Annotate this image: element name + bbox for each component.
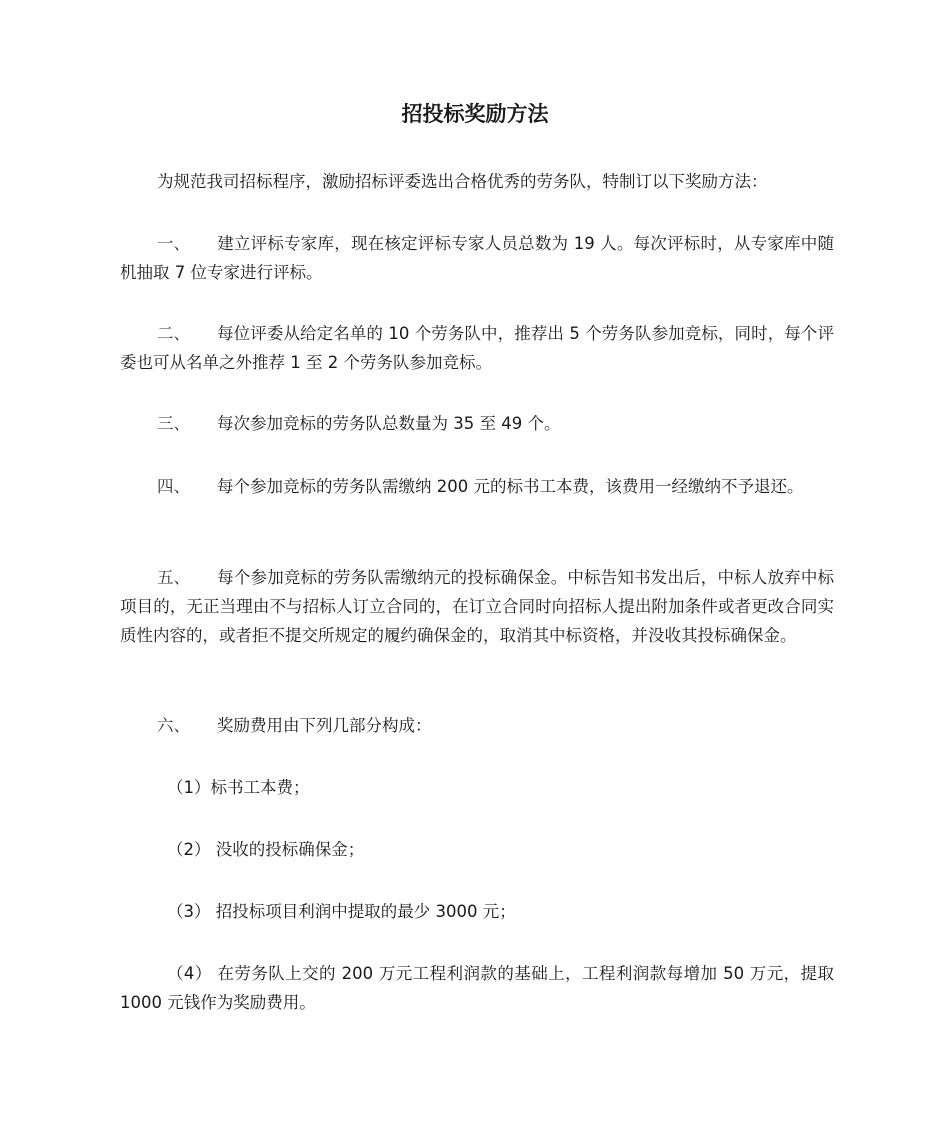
subitem-2: （2） 没收的投标确保金； (167, 840, 365, 859)
item-1-number: 一、 (157, 234, 190, 253)
subitem-3: （3） 招投标项目利润中提取的最少 3000 元； (167, 902, 516, 921)
item-4-number: 四、 (157, 477, 190, 496)
item-5 (120, 563, 834, 650)
item-2-number: 二、 (157, 324, 190, 343)
item-6 (120, 711, 834, 740)
subitem-4: （4） 在劳务队上交的 200 万元工程利润款的基础上，工程利润款每增加 50 万元，提取 1000 元钱作为奖励费用。 (120, 964, 834, 1012)
document-title: 招投标奖励方法 (401, 102, 549, 126)
item-1-text: 建立评标专家库，现在核定评标专家人员总数为 19 人。每次评标时，从专家库中随机抽取 7 位专家进行评标。 (120, 234, 834, 282)
item-5-number: 五、 (157, 568, 190, 587)
item-1 (120, 229, 834, 287)
intro-paragraph: 为规范我司招标程序，激励招标评委选出合格优秀的劳务队，特制订以下奖励方法： (157, 172, 768, 191)
item-3 (120, 409, 834, 438)
item-6-text: 奖励费用由下列几部分构成： (217, 716, 432, 735)
item-4-text: 每个参加竞标的劳务队需缴纳 200 元的标书工本费，该费用一经缴纳不予退还。 (217, 477, 804, 496)
item-4 (120, 472, 834, 501)
item-3-text: 每次参加竞标的劳务队总数量为 35 至 49 个。 (217, 414, 561, 433)
item-2-text: 每位评委从给定名单的 10 个劳务队中，推荐出 5 个劳务队参加竞标，同时，每个评委也可从名单之外推荐 1 至 2 个劳务队参加竞标。 (120, 324, 834, 372)
item-2 (120, 319, 834, 377)
item-5-text: 每个参加竞标的劳务队需缴纳元的投标确保金。中标告知书发出后，中标人放弃中标项目的，无正当理由不与招标人订立合同的，在订立合同时向招标人提出附加条件或者更改合同实质性内容的，或者拒不提交所规定的履约确保金的，取消其中标资格，并没收其投标确保金。 (120, 568, 834, 645)
item-6-number: 六、 (157, 716, 190, 735)
subitem-1: （1）标书工本费； (167, 778, 310, 797)
item-3-number: 三、 (157, 414, 190, 433)
